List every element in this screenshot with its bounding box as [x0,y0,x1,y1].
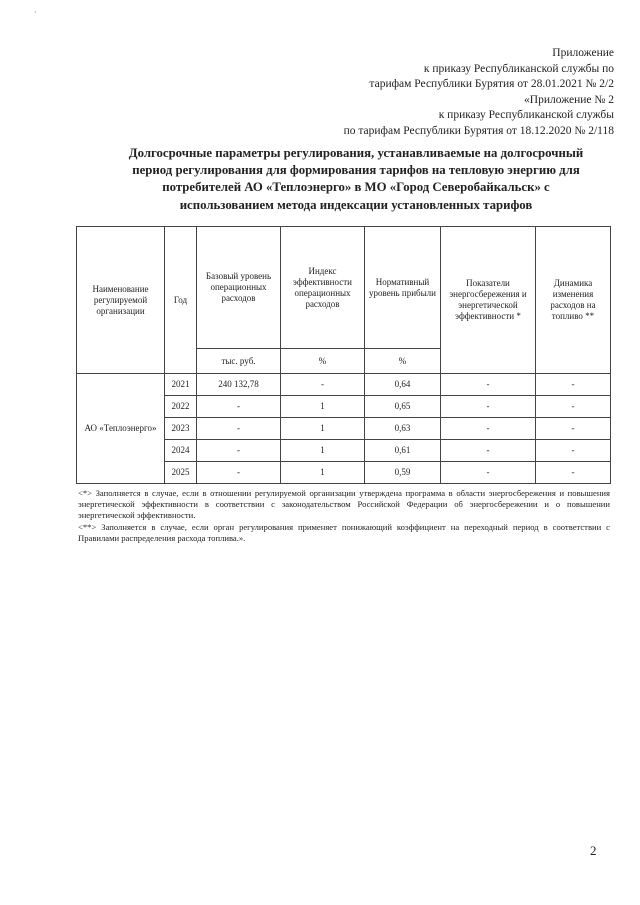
header-base-opex: Базовый уровень операционных расходов [197,227,281,349]
parameters-table [76,226,611,484]
cell-profit-level: 0,59 [365,462,441,484]
title-line: потребителей АО «Теплоэнерго» в МО «Город Северобайкальск» с [162,180,550,195]
cell-energy-saving: - [441,396,536,418]
header-line: к приказу Республиканской службы [438,109,614,121]
header-efficiency-index: Индекс эффективности операционных расходов [281,227,365,349]
unit-base-opex: тыс. руб. [197,349,281,374]
cell-year: 2025 [165,462,197,484]
header-line: к приказу Республиканской службы по [423,62,614,75]
scan-mark: ` [34,10,37,20]
appendix-header [194,46,614,139]
header-profit-level: Нормативный уровень прибыли [365,227,441,349]
header-energy-saving: Показатели энергосбережения и энергетической эффективности * [441,227,536,374]
cell-efficiency-index: 1 [281,396,365,418]
unit-profit-level: % [365,349,441,374]
cell-fuel-dynamics: - [536,418,611,440]
cell-year: 2024 [165,440,197,462]
cell-base-opex: - [197,462,281,484]
cell-efficiency-index: 1 [281,440,365,462]
footnote-fuel: <**> Заполняется в случае, если орган регулирования применяет понижающий коэффициент на переходный период в соответствии с Правилами распределения расхода топлива.». [78,521,610,543]
cell-efficiency-index: - [281,374,365,396]
header-line: тарифам Республики Бурятия от 28.01.2021 № 2/2 [369,78,614,90]
cell-profit-level: 0,65 [365,396,441,418]
cell-fuel-dynamics: - [536,462,611,484]
cell-fuel-dynamics: - [536,440,611,462]
header-year: Год [165,227,197,374]
page-number: 2 [590,843,597,858]
table-header-row [77,227,611,349]
title-line: использованием метода индексации установленных тарифов [179,197,533,212]
header-fuel-dynamics: Динамика изменения расходов на топливо ** [536,227,611,374]
cell-profit-level: 0,63 [365,418,441,440]
cell-energy-saving: - [441,418,536,440]
cell-efficiency-index: 1 [281,462,365,484]
cell-energy-saving: - [441,462,536,484]
cell-profit-level: 0,61 [365,440,441,462]
table-row [77,374,611,396]
cell-energy-saving: - [441,440,536,462]
cell-year: 2021 [165,374,197,396]
cell-year: 2023 [165,418,197,440]
cell-base-opex: - [197,440,281,462]
cell-base-opex: - [197,396,281,418]
footnote-energy-saving: <*> Заполняется в случае, если в отношении регулируемой организации утверждена программа в области энергосбережения и повышения энергетической эффективности в соответствии с законодательством Российской Федерации об энергосбережении и о повышении энергетической эффективности. [78,488,610,521]
cell-year: 2022 [165,396,197,418]
cell-profit-level: 0,64 [365,374,441,396]
title-line: период регулирования для формирования тарифов на тепловую энергию для [132,163,580,178]
cell-base-opex: - [197,418,281,440]
cell-efficiency-index: 1 [281,418,365,440]
title-line: Долгосрочные параметры регулирования, устанавливаемые на долгосрочный [128,146,584,160]
unit-efficiency-index: % [281,349,365,374]
cell-energy-saving: - [441,374,536,396]
cell-base-opex: 240 132,78 [197,374,281,396]
footnotes [78,488,610,544]
header-line: по тарифам Республики Бурятия от 18.12.2020 № 2/118 [343,124,614,137]
organization-cell: АО «Теплоэнерго» [77,374,165,484]
cell-fuel-dynamics: - [536,374,611,396]
header-organization: Наименование регулируемой организации [77,227,165,374]
header-line: «Приложение № 2 [524,93,614,106]
document-title [96,145,616,214]
header-line: Приложение [552,47,614,59]
cell-fuel-dynamics: - [536,396,611,418]
